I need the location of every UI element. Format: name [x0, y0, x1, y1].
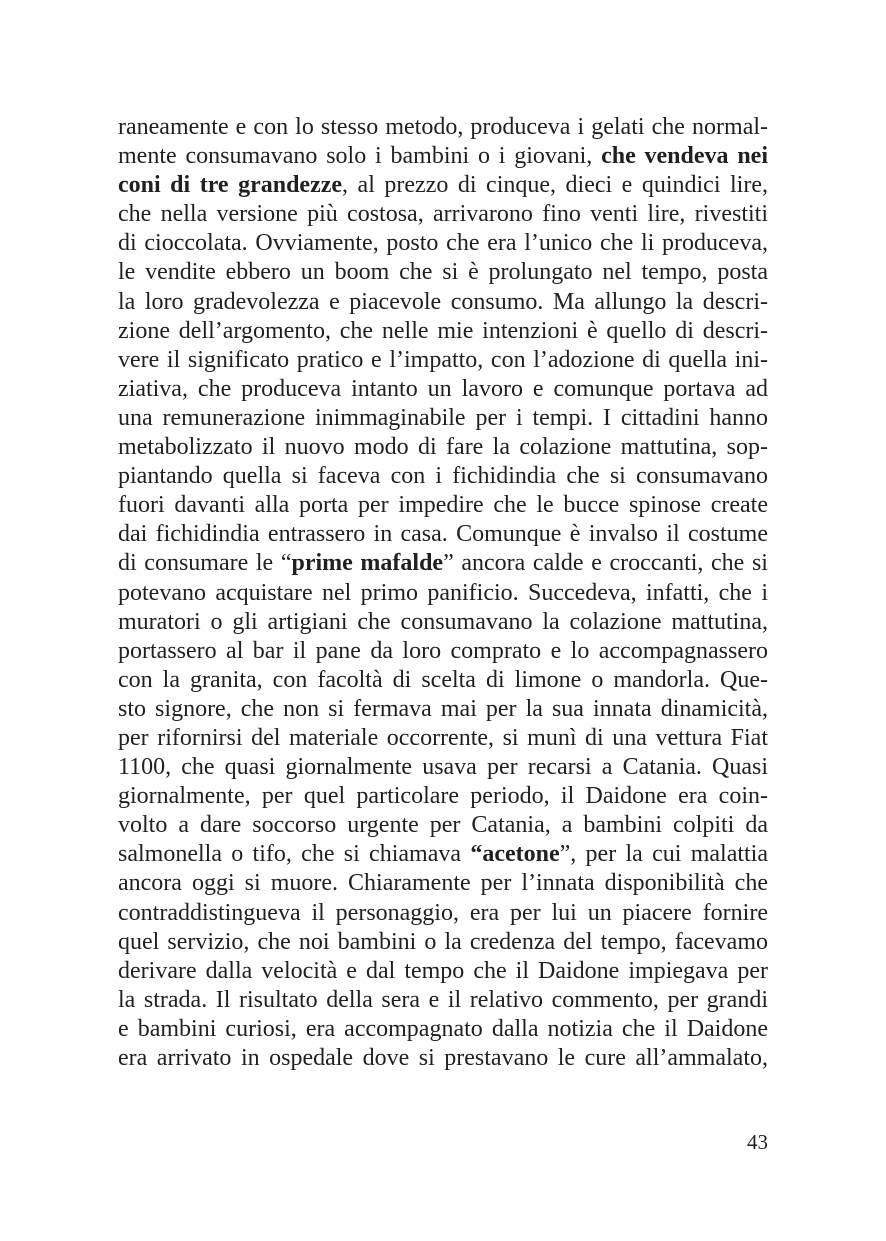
text-line	[118, 258, 768, 287]
text-segment: 1100, che quasi giornalmente usava per recarsi a Catania. Quasi	[118, 754, 768, 781]
text-line	[118, 1044, 768, 1073]
text-segment: con la granita, con facoltà di scelta di limone o mandorla. Que-	[118, 666, 768, 693]
text-segment: portassero al bar il pane da loro comprato e lo accompagnassero	[118, 637, 768, 664]
text-segment: ”, per la cui malattia	[559, 841, 769, 868]
text-segment: ziativa, che produceva intanto un lavoro e comunque portava ad	[118, 375, 768, 402]
text-line	[118, 666, 768, 695]
text-line	[118, 986, 768, 1015]
text-segment: mente consumavano solo i bambini o i giovani,	[118, 143, 602, 170]
text-segment: era arrivato in ospedale dove si prestavano le cure all’ammalato,	[118, 1045, 768, 1071]
text-line	[118, 113, 768, 142]
text-segment: muratori o gli artigiani che consumavano la colazione mattutina,	[118, 608, 768, 635]
text-segment: metabolizzato il nuovo modo di fare la colazione mattutina, sop-	[118, 434, 768, 461]
text-segment: fuori davanti alla porta per impedire che le bucce spinose create	[118, 492, 768, 519]
bold-text-segment: coni di tre grandezze	[118, 172, 343, 199]
text-line	[118, 637, 768, 666]
text-line	[118, 375, 768, 404]
text-segment: dai fichidindia entrassero in casa. Comunque è invalso il costume	[118, 521, 768, 548]
text-segment: e bambini curiosi, era accompagnato dalla notizia che il Daidone	[118, 1015, 768, 1042]
text-segment: piantando quella si faceva con i fichidindia che si consumavano	[118, 463, 768, 490]
text-line	[118, 608, 768, 637]
text-line	[118, 1015, 768, 1044]
text-segment: di cioccolata. Ovviamente, posto che era l’unico che li produceva,	[118, 230, 768, 257]
text-line	[118, 171, 768, 200]
text-line	[118, 433, 768, 462]
text-line	[118, 724, 768, 753]
text-segment: salmonella o tifo, che si chiamava	[118, 841, 471, 868]
text-line	[118, 491, 768, 520]
text-line	[118, 899, 768, 928]
text-segment: contraddistingueva il personaggio, era per lui un piacere fornire	[118, 899, 768, 926]
text-segment: potevano acquistare nel primo panificio. Succedeva, infatti, che i	[118, 579, 768, 606]
text-segment: per rifornirsi del materiale occorrente, si munì di una vettura Fiat	[118, 724, 768, 751]
text-line	[118, 840, 768, 869]
body-text	[118, 113, 768, 1073]
text-segment: la loro gradevolezza e piacevole consumo. Ma allungo la descri-	[118, 288, 768, 315]
text-line	[118, 957, 768, 986]
text-segment: quel servizio, che noi bambini o la credenza del tempo, facevamo	[118, 928, 768, 955]
text-segment: ancora oggi si muore. Chiaramente per l’innata disponibilità che	[118, 870, 768, 897]
text-segment: una remunerazione inimmaginabile per i tempi. I cittadini hanno	[118, 404, 768, 431]
text-line	[118, 142, 768, 171]
text-line	[118, 288, 768, 317]
text-line	[118, 782, 768, 811]
text-segment: le vendite ebbero un boom che si è prolungato nel tempo, posta	[118, 259, 768, 286]
text-line	[118, 346, 768, 375]
text-segment: la strada. Il risultato della sera e il relativo commento, per grandi	[118, 986, 768, 1013]
text-segment: zione dell’argomento, che nelle mie intenzioni è quello di descri-	[118, 317, 768, 344]
text-segment: , al prezzo di cinque, dieci e quindici lire,	[342, 172, 768, 199]
text-line	[118, 579, 768, 608]
text-line	[118, 404, 768, 433]
text-segment: volto a dare soccorso urgente per Catania, a bambini colpiti da	[118, 812, 768, 839]
text-line	[118, 869, 768, 898]
text-line	[118, 462, 768, 491]
text-line	[118, 753, 768, 782]
text-line	[118, 811, 768, 840]
bold-text-segment: “acetone	[470, 841, 560, 868]
text-segment: vere il significato pratico e l’impatto, con l’adozione di quella ini-	[118, 346, 768, 373]
text-line	[118, 200, 768, 229]
text-segment: giornalmente, per quel particolare periodo, il Daidone era coin-	[118, 783, 768, 810]
bold-text-segment: che vendeva nei	[601, 143, 768, 170]
text-segment: sto signore, che non si fermava mai per la sua innata dinamicità,	[118, 695, 768, 722]
text-line	[118, 928, 768, 957]
text-line	[118, 317, 768, 346]
text-line	[118, 229, 768, 258]
text-segment: che nella versione più costosa, arrivarono fino venti lire, rivestiti	[118, 201, 768, 228]
text-segment: di consumare le “	[118, 550, 292, 577]
text-segment: derivare dalla velocità e dal tempo che il Daidone impiegava per	[118, 957, 768, 984]
bold-text-segment: prime mafalde	[291, 550, 444, 577]
text-segment: ” ancora calde e croccanti, che si	[443, 550, 768, 577]
text-line	[118, 695, 768, 724]
text-segment: raneamente e con lo stesso metodo, produceva i gelati che normal-	[118, 114, 768, 140]
page-number: 43	[747, 1130, 768, 1154]
text-line	[118, 549, 768, 578]
text-line	[118, 520, 768, 549]
